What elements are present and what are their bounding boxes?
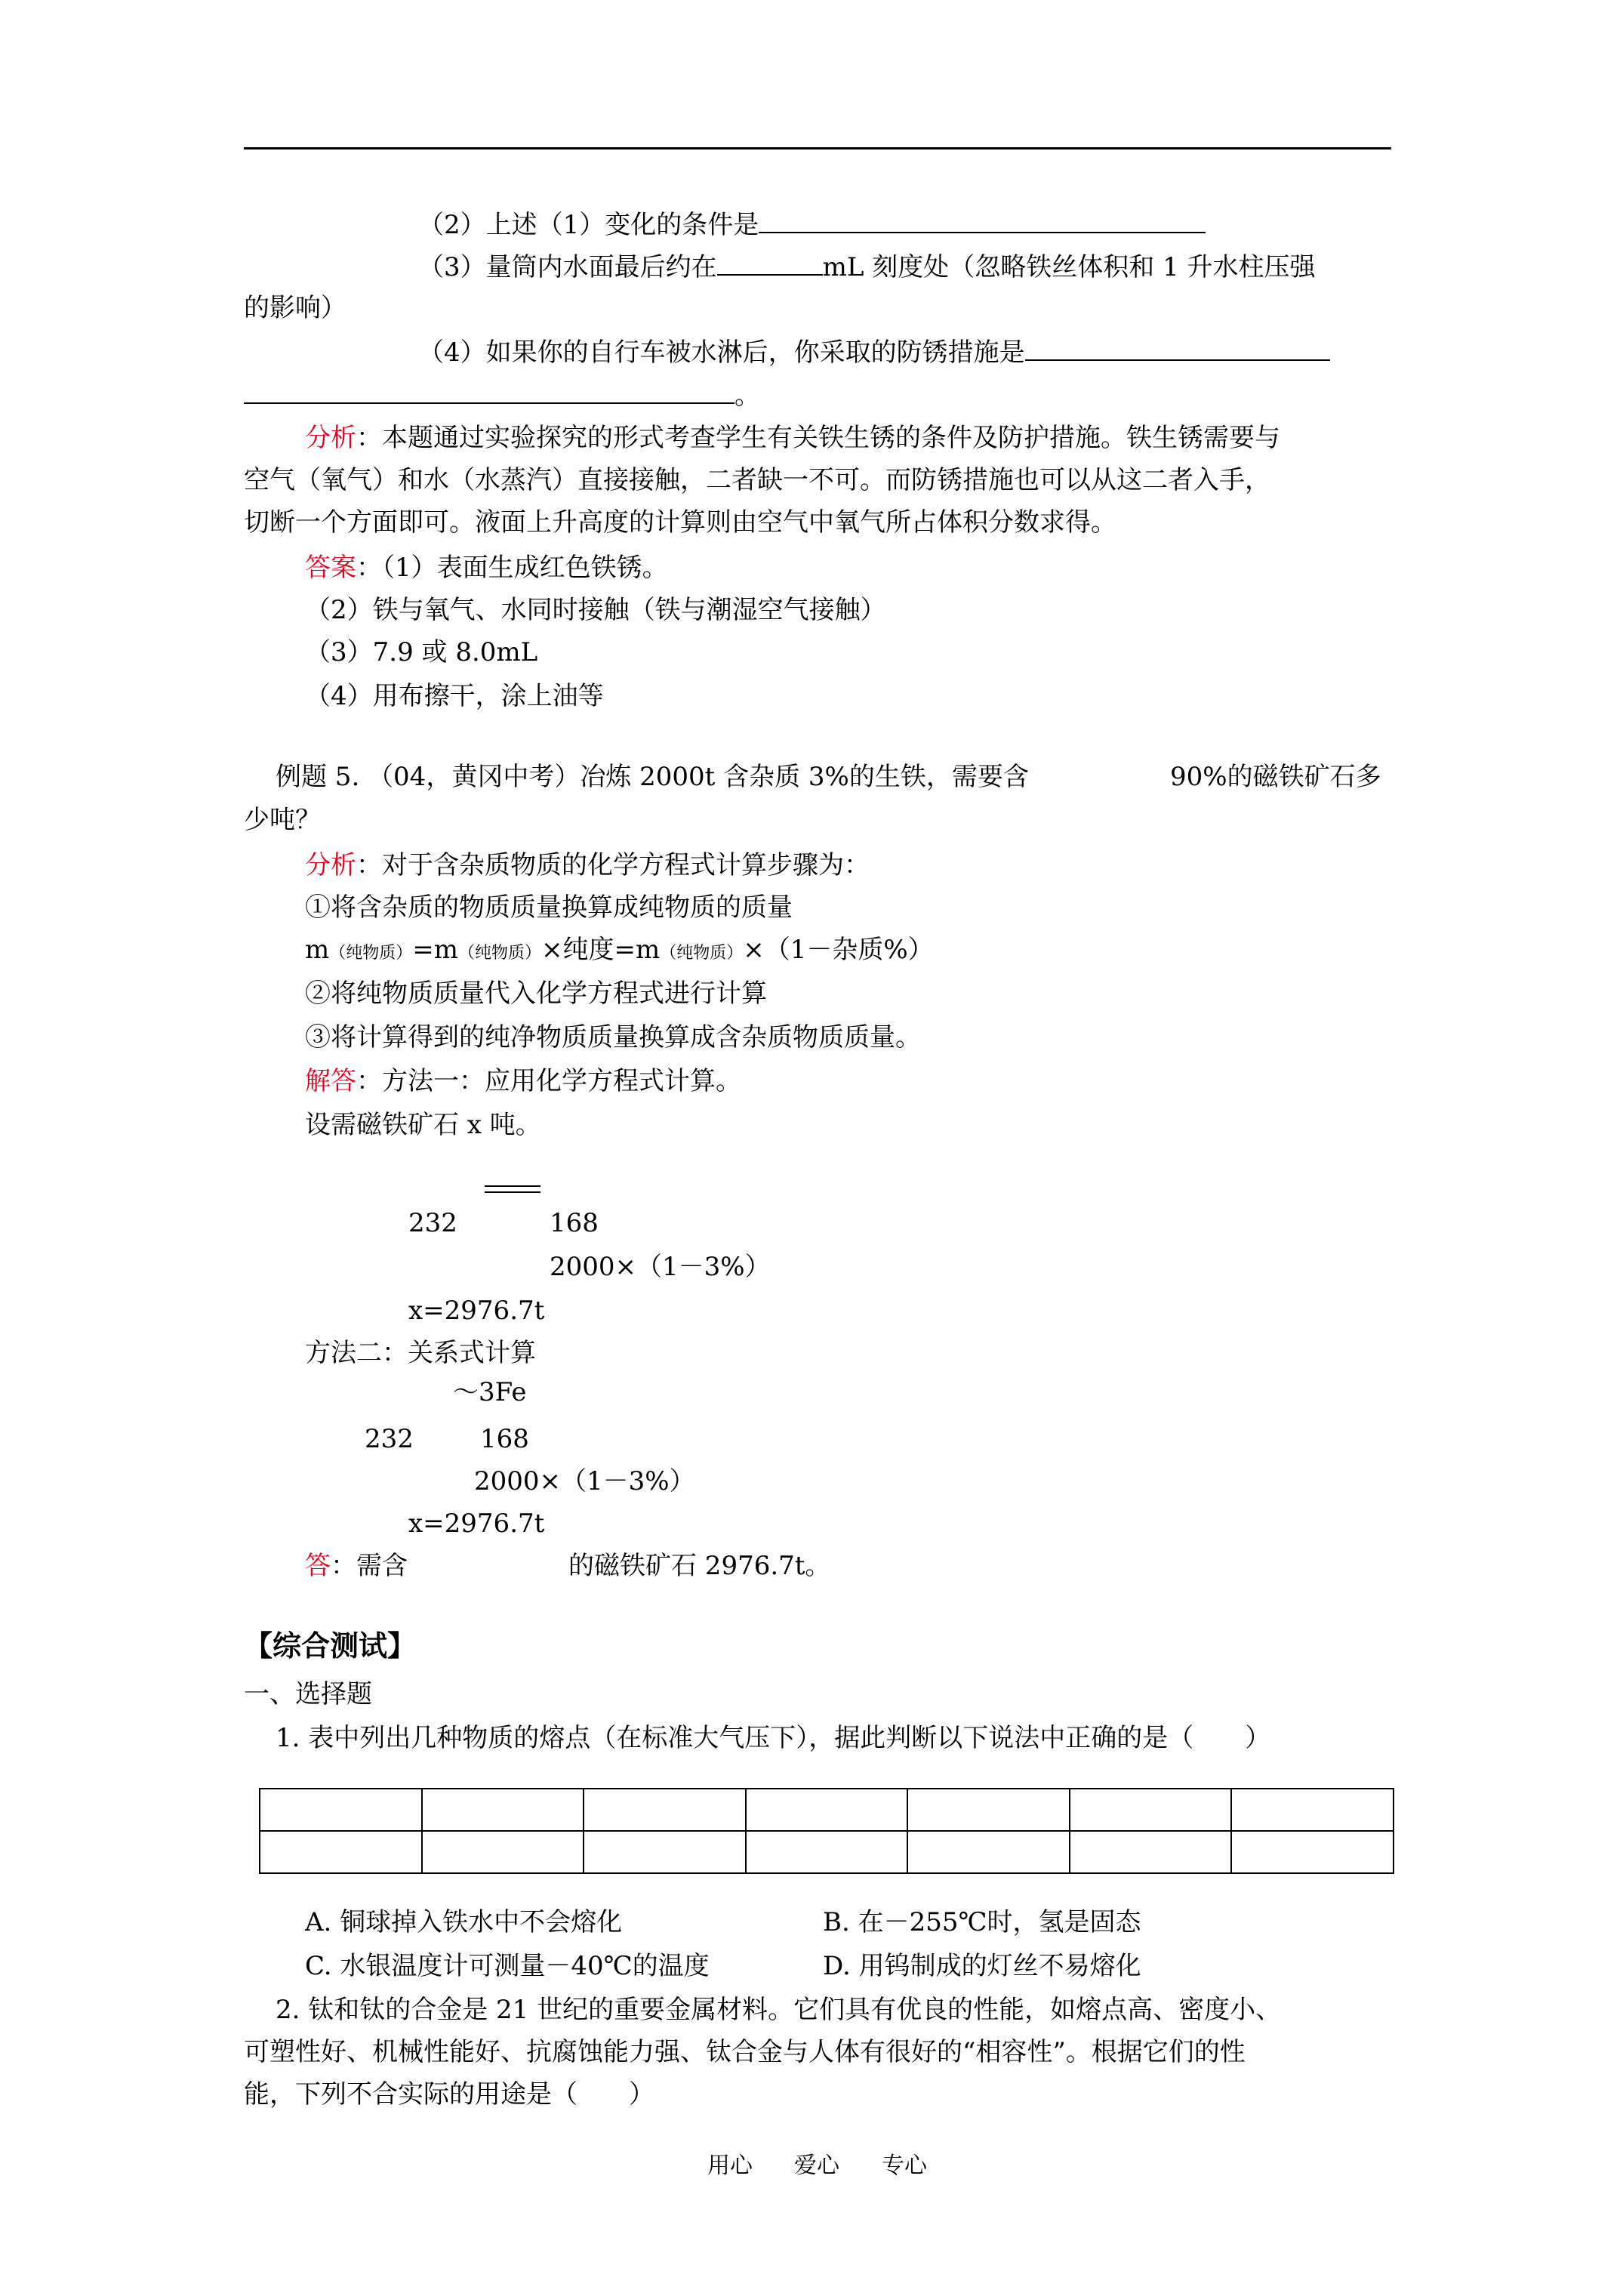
ex5-final-answer-b: 的磁铁矿石 2976.7t。 — [568, 1551, 831, 1581]
table-cell — [260, 1789, 422, 1831]
table-cell — [907, 1831, 1070, 1873]
q4-sub3: （3）量筒内水面最后约在 mL 刻度处（忽略铁丝体积和 1 升水柱压强 — [418, 252, 1316, 282]
question-2-l3: 能，下列不合实际的用途是（ ） — [244, 2079, 654, 2110]
table-cell — [422, 1831, 584, 1873]
table-cell — [584, 1789, 746, 1831]
ex5-question-c: 少吨？ — [244, 805, 321, 835]
solution-label: 解答 — [305, 1066, 356, 1096]
section-choice: 一、选择题 — [244, 1679, 372, 1709]
table-cell — [1070, 1831, 1232, 1873]
ex5-solution-l2: 设需磁铁矿石 x 吨。 — [305, 1110, 541, 1140]
ex5-question-b: 90%的磁铁矿石多 — [1170, 762, 1381, 792]
m1-result: x=2976.7t — [408, 1296, 545, 1326]
m2-actual-mass: 2000×（1－3%） — [474, 1466, 695, 1496]
analysis-label: 分析 — [305, 850, 356, 880]
q4-analysis-l2: 空气（氧气）和水（水蒸汽）直接接触，二者缺一不可。而防锈措施也可以从这二者入手， — [244, 465, 1270, 495]
table-cell — [1231, 1831, 1394, 1873]
q4-sub4-cont: 。 — [244, 379, 760, 412]
equation-equals-sign — [485, 1185, 540, 1193]
answer-blank — [717, 251, 823, 276]
ex5-solution: 解答：方法一：应用化学方程式计算。 — [305, 1066, 741, 1096]
answer-label: 答案 — [305, 553, 356, 583]
q4-sub4: （4）如果你的自行车被水淋后，你采取的防锈措施是 — [418, 336, 1330, 369]
footer-text-2: 爱心 — [794, 2153, 839, 2179]
q4-analysis-l3: 切断一个方面即可。液面上升高度的计算则由空气中氧气所占体积分数求得。 — [244, 507, 1116, 538]
m2-relation: ～3Fe — [453, 1377, 527, 1407]
answer-blank — [244, 380, 735, 404]
ex5-final-answer: 答：需含 — [305, 1551, 408, 1581]
ex5-analysis: 分析：对于含杂质物质的化学方程式计算步骤为： — [305, 850, 870, 880]
q4-answer-1: 答案：（1）表面生成红色铁锈。 — [305, 553, 668, 583]
table-row — [260, 1789, 1394, 1831]
table-cell — [422, 1789, 584, 1831]
question-2: 2. 钛和钛的合金是 21 世纪的重要金属材料。它们具有优良的性能，如熔点高、密度小、 — [276, 1995, 1282, 2025]
option-a: A. 铜球掉入铁水中不会熔化 — [305, 1907, 623, 1937]
option-b: B. 在－255℃时，氢是固态 — [823, 1907, 1141, 1937]
table-row — [260, 1831, 1394, 1873]
melting-point-table — [259, 1788, 1394, 1874]
table-cell — [746, 1789, 908, 1831]
footer-text-1: 用心 — [707, 2153, 753, 2179]
table-cell — [584, 1831, 746, 1873]
section-title: 【综合测试】 — [244, 1629, 417, 1663]
table-cell — [746, 1831, 908, 1873]
table-cell — [260, 1831, 422, 1873]
m2-mass-fe: 168 — [480, 1424, 529, 1454]
question-2-l2: 可塑性好、机械性能好、抗腐蚀能力强、钛合金与人体有很好的“相容性”。根据它们的性 — [244, 2037, 1246, 2067]
q4-answer-2: （2）铁与氧气、水同时接触（铁与潮湿空气接触） — [305, 595, 886, 625]
table-cell — [907, 1789, 1070, 1831]
m1-mass-fe: 168 — [550, 1208, 599, 1238]
q4-answer-4: （4）用布擦干，涂上油等 — [305, 681, 604, 711]
ex5-step1: ①将含杂质的物质质量换算成纯物质的质量 — [305, 892, 793, 923]
ex5-step3: ③将计算得到的纯净物质质量换算成含杂质物质质量。 — [305, 1022, 921, 1052]
q4-sub2: （2）上述（1）变化的条件是 — [418, 208, 1206, 242]
m2-result: x=2976.7t — [408, 1509, 545, 1539]
m1-actual-mass: 2000×（1－3%） — [550, 1252, 771, 1282]
header-rule — [244, 147, 1391, 149]
m2-mass-fe3o4: 232 — [365, 1424, 414, 1454]
answer-blank — [759, 209, 1206, 233]
answer-label: 答 — [305, 1551, 331, 1581]
question-1: 1. 表中列出几种物质的熔点（在标准大气压下），据此判断以下说法中正确的是（ ） — [276, 1723, 1271, 1753]
option-c: C. 水银温度计可测量－40℃的温度 — [305, 1951, 710, 1981]
q4-analysis: 分析：本题通过实验探究的形式考查学生有关铁生锈的条件及防护措施。铁生锈需要与 — [305, 423, 1280, 453]
ex5-formula: m（纯物质）=m（纯物质）×纯度=m（纯物质）×（1－杂质%） — [305, 935, 934, 965]
q4-answer-3: （3）7.9 或 8.0mL — [305, 637, 538, 667]
m1-mass-fe3o4: 232 — [408, 1208, 457, 1238]
ex5-step2: ②将纯物质质量代入化学方程式进行计算 — [305, 978, 767, 1009]
table-cell — [1070, 1789, 1232, 1831]
method2: 方法二：关系式计算 — [305, 1338, 536, 1368]
q4-sub3-cont: 的影响） — [244, 293, 346, 323]
table-cell — [1231, 1789, 1394, 1831]
footer-text-3: 专心 — [882, 2153, 927, 2179]
answer-blank — [1025, 337, 1330, 361]
option-d: D. 用钨制成的灯丝不易熔化 — [823, 1951, 1141, 1981]
analysis-label: 分析 — [305, 423, 356, 453]
ex5-question: 例题 5. （04，黄冈中考）冶炼 2000t 含杂质 3%的生铁，需要含 — [276, 762, 1029, 792]
